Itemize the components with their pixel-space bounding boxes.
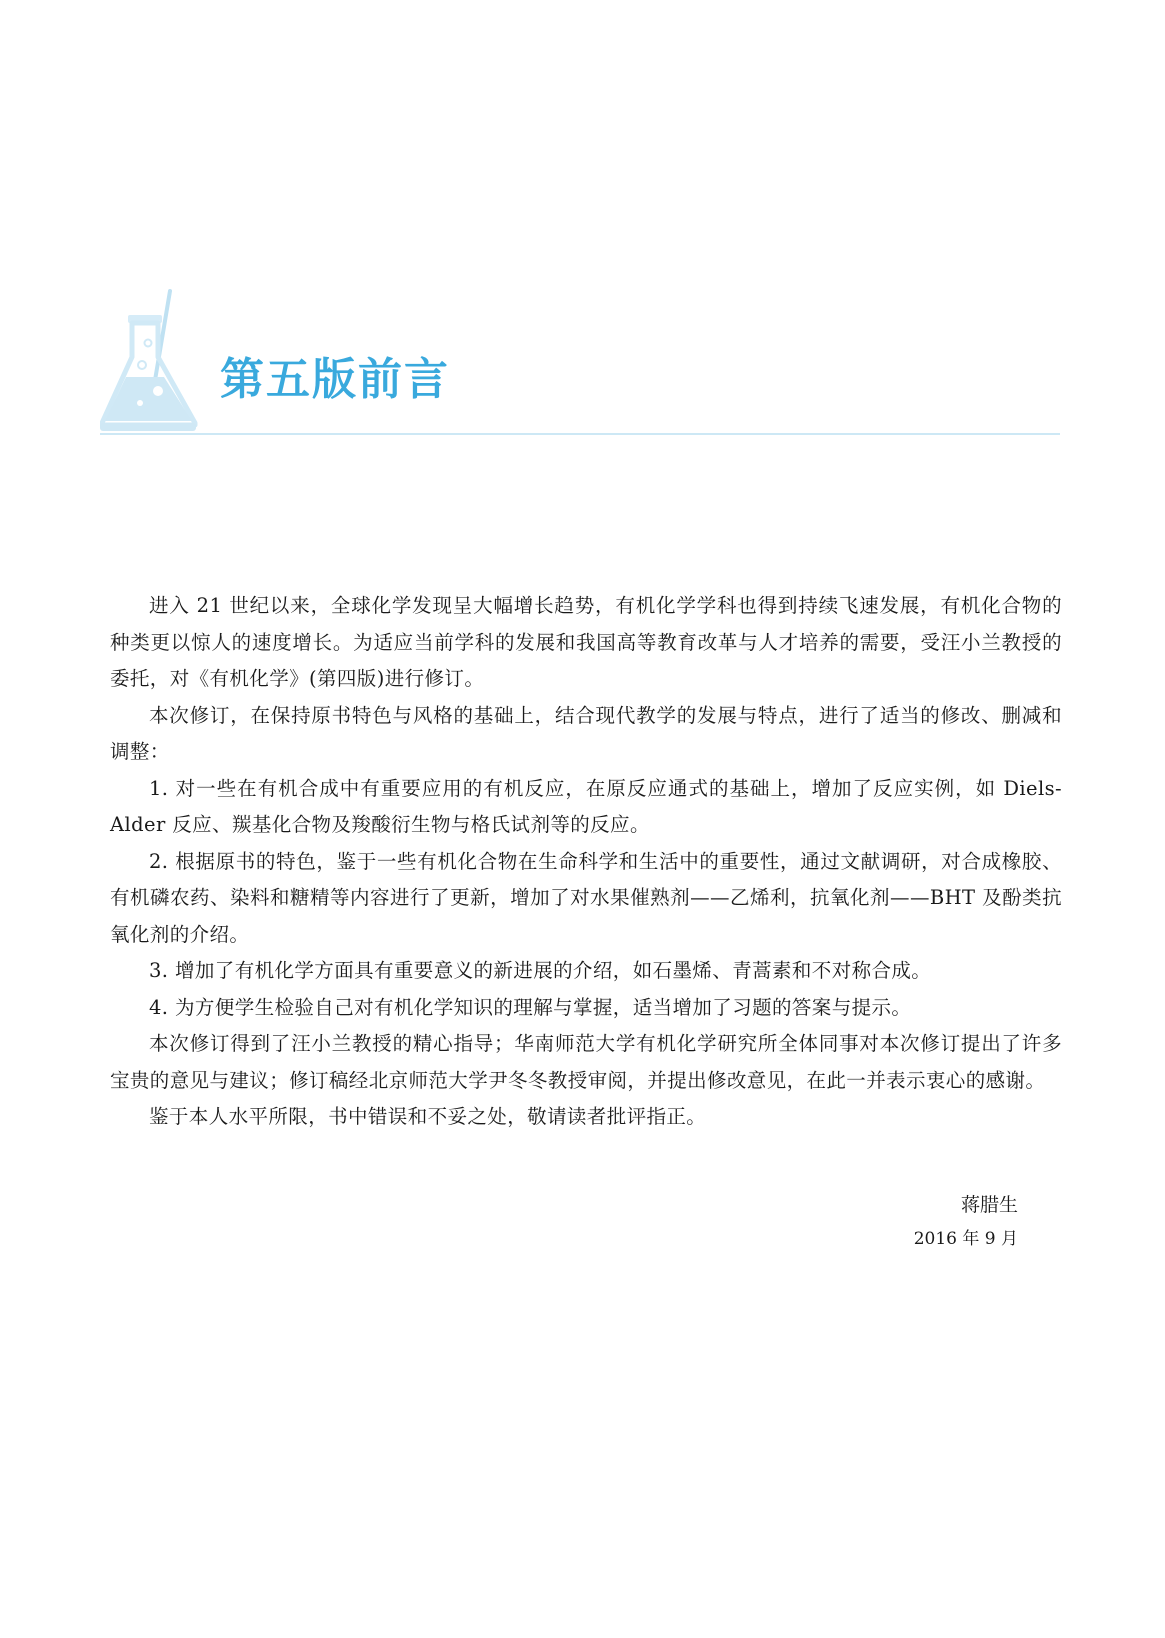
author-name: 蒋腊生: [960, 1194, 1018, 1216]
paragraph: 本次修订，在保持原书特色与风格的基础上，结合现代教学的发展与特点，进行了适当的修改、删减和调整：: [110, 703, 1062, 763]
signature-date: 2016 年 9 月: [913, 1229, 1018, 1249]
paragraph: 2. 根据原书的特色，鉴于一些有机化合物在生命科学和生活中的重要性，通过文献调研，对合成橡胶、有机磷农药、染料和糖精等内容进行了更新，增加了对水果催熟剂——乙烯利，抗氧化剂——BHT 及酚类抗氧化剂的介绍。: [110, 849, 1062, 946]
paragraph: 本次修订得到了汪小兰教授的精心指导；华南师范大学有机化学研究所全体同事对本次修订提出了许多宝贵的意见与建议；修订稿经北京师范大学尹冬冬教授审阅，并提出修改意见，在此一并表示衷心的感谢。: [110, 1032, 1062, 1092]
paragraph: 鉴于本人水平所限，书中错误和不妥之处，敬请读者批评指正。: [149, 1105, 707, 1128]
paragraph: 1. 对一些在有机合成中有重要应用的有机反应，在原反应通式的基础上，增加了反应实例，如 Diels-Alder 反应、羰基化合物及羧酸衍生物与格氏试剂等的反应。: [110, 776, 1062, 836]
paragraph: 3. 增加了有机化学方面具有重要意义的新进展的介绍，如石墨烯、青蒿素和不对称合成。: [149, 959, 932, 982]
paragraph: 进入 21 世纪以来，全球化学发现呈大幅增长趋势，有机化学学科也得到持续飞速发展，有机化合物的种类更以惊人的速度增长。为适应当前学科的发展和我国高等教育改革与人才培养的需要，受汪小兰教授的委托，对《有机化学》(第四版)进行修订。: [110, 594, 1062, 690]
flask-icon: [100, 285, 210, 445]
paragraph: 4. 为方便学生检验自己对有机化学知识的理解与掌握，适当增加了习题的答案与提示。: [149, 995, 912, 1019]
page-title: 第五版前言: [220, 354, 450, 405]
preface-header: [100, 285, 1060, 450]
preface-body: [110, 588, 1062, 1136]
signature-block: [914, 1188, 1018, 1256]
title-divider: [100, 433, 1060, 435]
